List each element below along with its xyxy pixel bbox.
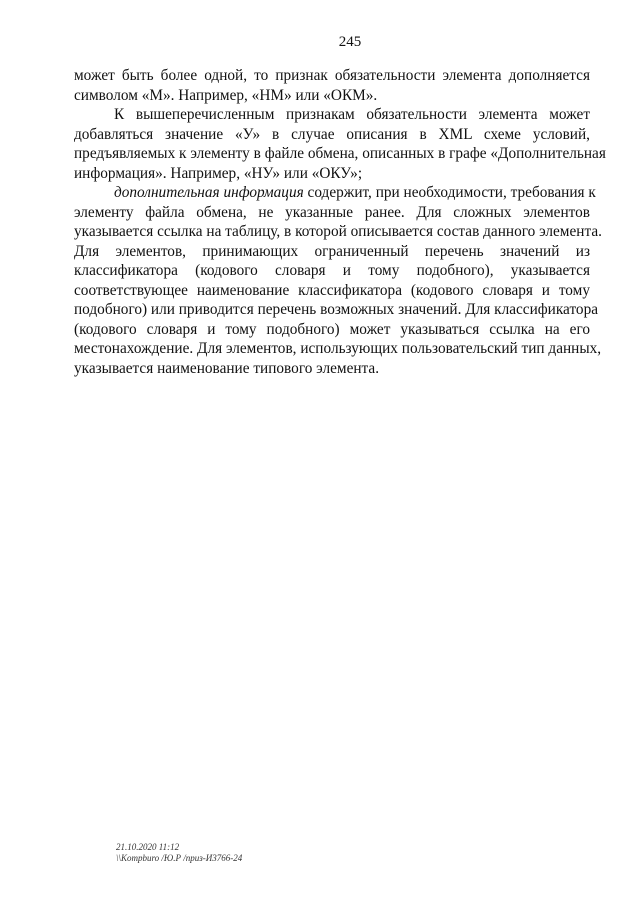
text-line: подобного) или приводится перечень возможных значений. Для классификатора <box>74 301 599 318</box>
term-italic: дополнительная информация <box>114 184 304 201</box>
text-line: местонахождение. Для элементов, использующих пользовательский тип данных, <box>74 340 602 357</box>
document-body <box>74 66 606 378</box>
text-line: К вышеперечисленным признакам обязательности элемента может <box>114 106 590 123</box>
text-line: добавляться значение «У» в случае описания в XML схеме условий, <box>74 125 590 143</box>
text-line: указывается ссылка на таблицу, в которой описывается состав данного элемента. <box>74 223 602 240</box>
text-line: символом «М». Например, «НМ» или «ОКМ». <box>74 86 378 104</box>
footer <box>116 842 242 864</box>
text-line-rest: содержит, при необходимости, требования к <box>303 184 596 201</box>
text-line: предъявляемых к элементу в файле обмена, описанных в графе «Дополнительная <box>74 145 606 162</box>
page-number: 245 <box>338 34 362 50</box>
text-line: (кодового словаря и тому подобного) может указываться ссылка на его <box>74 320 590 338</box>
footer-path: \\Kompburo /Ю.Р /приз-И3766-24 <box>116 853 243 863</box>
text-line: элементу файла обмена, не указанные ранее. Для сложных элементов <box>74 203 590 221</box>
text-line: информация». Например, «НУ» или «ОКУ»; <box>74 164 363 182</box>
text-line <box>74 183 596 203</box>
footer-timestamp: 21.10.2020 11:12 <box>116 842 180 852</box>
text-line: Для элементов, принимающих ограниченный перечень значений из <box>74 242 590 260</box>
text-line: указывается наименование типового элемента. <box>74 359 380 377</box>
text-line: может быть более одной, то признак обязательности элемента дополняется <box>74 67 590 84</box>
text-line: классификатора (кодового словаря и тому подобного), указывается <box>74 262 590 279</box>
text-line: соответствующее наименование классификатора (кодового словаря и тому <box>74 281 590 299</box>
